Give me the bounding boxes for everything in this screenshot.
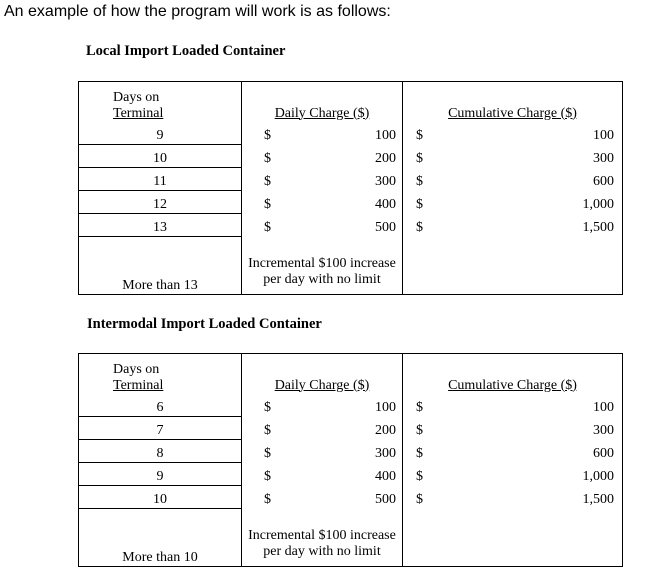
currency-sign: $ (264, 446, 271, 461)
intermodal-cumulative-cell: 1,000 (446, 462, 623, 485)
currency-sign: $ (264, 174, 271, 189)
currency-sign: $ (416, 423, 423, 438)
local-header-row (79, 82, 623, 122)
intermodal-cumulative-cell: 100 (446, 394, 623, 417)
table-row (79, 439, 623, 462)
table-row (79, 122, 623, 145)
local-section-title: Local Import Loaded Container (86, 43, 286, 59)
currency-sign: $ (416, 446, 423, 461)
currency-sign: $ (416, 469, 423, 484)
table-row (79, 416, 623, 439)
intermodal-note-line1: Incremental $100 increase (248, 527, 396, 543)
local-cumulative-header (403, 82, 623, 122)
intermodal-more-label: More than 10 (79, 508, 242, 566)
intermodal-days-cell: 6 (79, 394, 242, 417)
intermodal-cumulative-header-text: Cumulative Charge ($) (448, 377, 577, 393)
currency-sign: $ (264, 197, 271, 212)
intermodal-more-row (79, 508, 623, 566)
intermodal-daily-cell: 100 (294, 394, 403, 417)
currency-sign: $ (416, 220, 423, 235)
intermodal-daily-cell: 500 (294, 485, 403, 508)
intermodal-empty-cell (403, 508, 623, 566)
intermodal-daily-cell: 300 (294, 439, 403, 462)
local-daily-cell: 400 (294, 190, 403, 213)
local-note-line2: per day with no limit (263, 271, 381, 287)
intermodal-days-cell: 8 (79, 439, 242, 462)
currency-sign: $ (264, 492, 271, 507)
local-more-label: More than 13 (79, 236, 242, 294)
local-empty-cell (403, 236, 623, 294)
local-cumulative-cell: 1,500 (446, 213, 623, 236)
local-days-cell: 12 (79, 190, 242, 213)
currency-sign: $ (416, 174, 423, 189)
local-days-header (79, 82, 242, 122)
currency-sign: $ (416, 400, 423, 415)
intermodal-cumulative-cell: 600 (446, 439, 623, 462)
currency-sign: $ (264, 423, 271, 438)
currency-sign: $ (264, 469, 271, 484)
local-cumulative-cell: 600 (446, 167, 623, 190)
local-daily-header-text: Daily Charge ($) (274, 105, 370, 121)
intermodal-charge-table (78, 353, 623, 567)
local-days-header-line2: Terminal (113, 105, 164, 121)
currency-sign: $ (264, 151, 271, 166)
local-days-cell: 11 (79, 167, 242, 190)
local-cumulative-cell: 300 (446, 144, 623, 167)
local-cumulative-cell: 1,000 (446, 190, 623, 213)
table-row (79, 167, 623, 190)
local-daily-cell: 200 (294, 144, 403, 167)
intermodal-days-header (79, 354, 242, 394)
local-increment-note (242, 236, 403, 294)
table-row (79, 462, 623, 485)
intermodal-cumulative-cell: 300 (446, 416, 623, 439)
intermodal-section-title: Intermodal Import Loaded Container (87, 316, 322, 332)
intermodal-header-row (79, 354, 623, 394)
local-daily-cell: 300 (294, 167, 403, 190)
intermodal-daily-header-text: Daily Charge ($) (274, 377, 370, 393)
intermodal-days-header-line1: Days on (113, 361, 160, 377)
intermodal-cumulative-header (403, 354, 623, 394)
intro-text: An example of how the program will work is as follows: (4, 3, 391, 20)
local-daily-header (242, 82, 403, 122)
local-daily-cell: 100 (294, 122, 403, 145)
currency-sign: $ (264, 128, 271, 143)
local-more-row (79, 236, 623, 294)
currency-sign: $ (416, 492, 423, 507)
table-row (79, 394, 623, 417)
currency-sign: $ (416, 151, 423, 166)
intermodal-daily-cell: 400 (294, 462, 403, 485)
currency-sign: $ (416, 197, 423, 212)
currency-sign: $ (416, 128, 423, 143)
table-row (79, 190, 623, 213)
local-days-header-line1: Days on (113, 89, 160, 105)
table-row (79, 144, 623, 167)
local-cumulative-header-text: Cumulative Charge ($) (448, 105, 577, 121)
intermodal-cumulative-cell: 1,500 (446, 485, 623, 508)
intermodal-daily-header (242, 354, 403, 394)
intermodal-note-line2: per day with no limit (263, 543, 381, 559)
table-row (79, 213, 623, 236)
local-daily-cell: 500 (294, 213, 403, 236)
local-days-cell: 9 (79, 122, 242, 145)
intermodal-days-cell: 7 (79, 416, 242, 439)
local-days-cell: 13 (79, 213, 242, 236)
intermodal-days-cell: 10 (79, 485, 242, 508)
currency-sign: $ (264, 220, 271, 235)
intermodal-increment-note (242, 508, 403, 566)
intermodal-days-cell: 9 (79, 462, 242, 485)
currency-sign: $ (264, 400, 271, 415)
local-note-line1: Incremental $100 increase (248, 255, 396, 271)
intermodal-daily-cell: 200 (294, 416, 403, 439)
local-charge-table (78, 81, 623, 295)
local-days-cell: 10 (79, 144, 242, 167)
local-cumulative-cell: 100 (446, 122, 623, 145)
intermodal-days-header-line2: Terminal (113, 377, 164, 393)
table-row (79, 485, 623, 508)
